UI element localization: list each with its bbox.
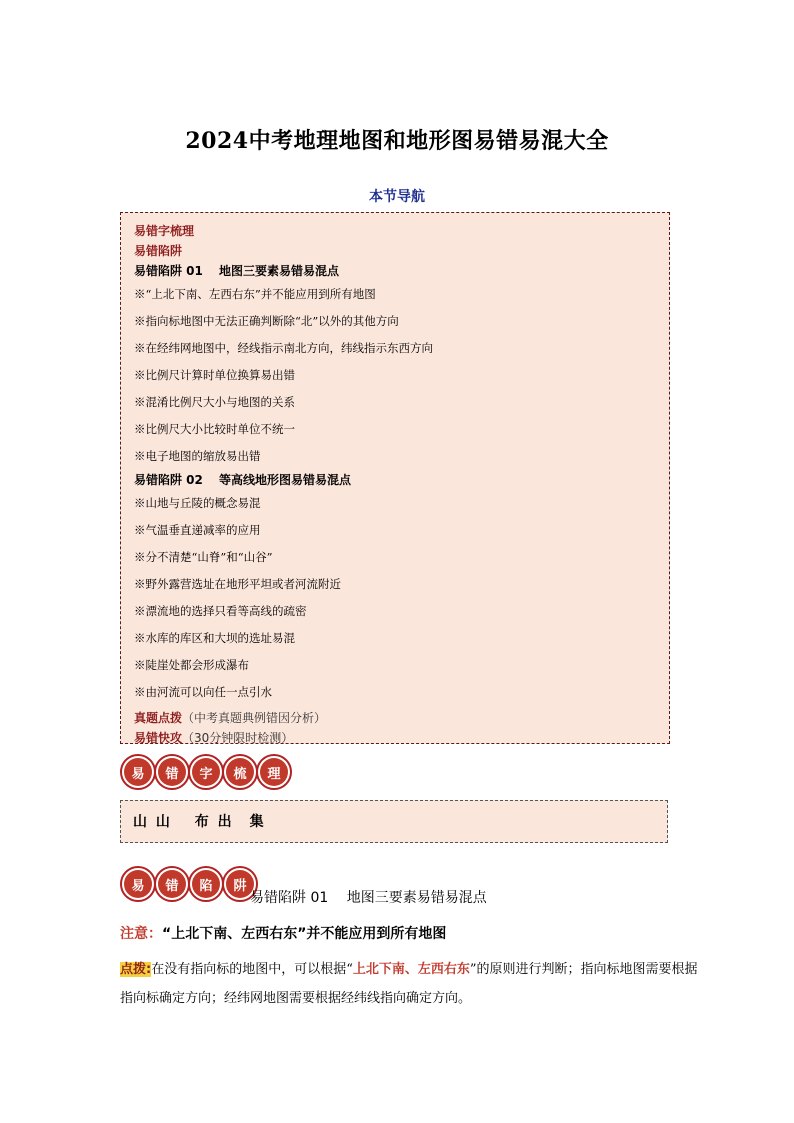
nav-line-text: ※指向标地图中无法正确判断除“北”以外的其他方向 xyxy=(134,314,399,328)
nav-line[interactable] xyxy=(134,571,669,598)
nav-line[interactable] xyxy=(134,416,669,443)
nav-line[interactable] xyxy=(134,598,669,625)
nav-line-text: ※漂流地的选择只看等高线的疏密 xyxy=(134,604,307,618)
nav-line-text: ※混淆比例尺大小与地图的关系 xyxy=(134,395,295,409)
nav-line-extra: （中考真题典例错因分析） xyxy=(182,711,327,725)
badge-circle xyxy=(188,866,224,902)
badge-row-易错陷阱 xyxy=(120,866,256,902)
badge-circle xyxy=(154,866,190,902)
nav-line[interactable] xyxy=(134,281,669,308)
nav-line[interactable] xyxy=(134,362,669,389)
badge-char: 错 xyxy=(158,870,186,898)
note xyxy=(120,923,446,943)
badge-circle xyxy=(256,754,292,790)
nav-line-text: ※陡崖处都会形成瀑布 xyxy=(134,658,249,672)
tip-text-1: 在没有指向标的地图中，可以根据“ xyxy=(151,962,353,977)
badge-char: 阱 xyxy=(226,870,254,898)
nav-line-text: 易错字梳理 xyxy=(134,224,195,238)
badge-char: 易 xyxy=(124,758,152,786)
nav-line-text: ※分不清楚“山脊”和“山谷” xyxy=(134,550,273,564)
badge-circle xyxy=(120,754,156,790)
badge-row-易错字梳理 xyxy=(120,754,290,790)
nav-line-text: ※由河流可以向任一点引水 xyxy=(134,685,272,699)
badge-char: 陷 xyxy=(192,870,220,898)
nav-line[interactable] xyxy=(134,679,669,706)
nav-line-text: ※野外露营选址在地形平坦或者河流附近 xyxy=(134,577,341,591)
nav-line-text: ※山地与丘陵的概念易混 xyxy=(134,496,261,510)
nav-line-text: ※比例尺计算时单位换算易出错 xyxy=(134,368,295,382)
nav-line-text: ※“上北下南、左西右东”并不能应用到所有地图 xyxy=(134,287,376,301)
nav-line[interactable] xyxy=(134,389,669,416)
section-nav-heading: 本节导航 xyxy=(369,189,425,205)
nav-line-text: 易错陷阱 xyxy=(134,244,183,258)
nav-line[interactable] xyxy=(134,490,669,517)
nav-line-text: 易错陷阱 02 等高线地形图易错易混点 xyxy=(134,473,352,487)
nav-line[interactable] xyxy=(134,443,669,470)
nav-line[interactable] xyxy=(134,261,669,281)
nav-line-text: ※水库的库区和大坝的选址易混 xyxy=(134,631,295,645)
nav-line[interactable] xyxy=(134,652,669,679)
note-label: 注意： xyxy=(120,926,162,942)
badge-char: 错 xyxy=(158,758,186,786)
nav-line-extra: （30分钟限时检测） xyxy=(182,731,294,744)
nav-line-text: 真题点拨 xyxy=(134,711,183,725)
nav-line-text: 易错陷阱 01 地图三要素易错易混点 xyxy=(134,264,340,278)
nav-line[interactable] xyxy=(134,241,669,261)
tip-label: 点拨: xyxy=(120,962,152,977)
badge-char: 梳 xyxy=(226,758,254,786)
nav-line[interactable] xyxy=(134,308,669,335)
nav-line[interactable] xyxy=(134,728,669,744)
badge-circle xyxy=(188,754,224,790)
badge-char: 字 xyxy=(192,758,220,786)
nav-line-text: ※比例尺大小比较时单位不统一 xyxy=(134,422,295,436)
nav-line[interactable] xyxy=(134,544,669,571)
document-title: 2024中考地理地图和地形图易错易混大全 xyxy=(185,128,609,154)
nav-line-text: ※在经纬网地图中，经线指示南北方向，纬线指示东西方向 xyxy=(134,341,433,355)
nav-line[interactable] xyxy=(134,335,669,362)
badge-circle xyxy=(154,754,190,790)
nav-line-text: ※气温垂直递减率的应用 xyxy=(134,523,261,537)
tip-text-2: ”的原则进行判断；指向标地图需要根据指向标确定方向；经纬网地图需要根据经纬线指向确定方向。 xyxy=(120,962,698,1006)
trap-title: 易错陷阱 01 地图三要素易错易混点 xyxy=(250,890,487,906)
nav-line[interactable] xyxy=(134,517,669,544)
badge-char: 易 xyxy=(124,870,152,898)
badge-circle xyxy=(120,866,156,902)
tip-emphasis: 上北下南、左西右东 xyxy=(352,962,470,977)
nav-line-text: 易错快攻 xyxy=(134,731,183,744)
section-nav-box xyxy=(120,212,670,744)
nav-line[interactable] xyxy=(134,708,669,728)
badge-char: 理 xyxy=(260,758,288,786)
tip-paragraph xyxy=(120,955,700,1013)
nav-line[interactable] xyxy=(134,221,669,241)
nav-line[interactable] xyxy=(134,625,669,652)
nav-line-text: ※电子地图的缩放易出错 xyxy=(134,449,261,463)
error-char-box: 山 山 布 出 集 xyxy=(120,800,668,843)
nav-line[interactable] xyxy=(134,470,669,490)
badge-circle xyxy=(222,754,258,790)
note-text: “上北下南、左西右东”并不能应用到所有地图 xyxy=(162,926,447,942)
